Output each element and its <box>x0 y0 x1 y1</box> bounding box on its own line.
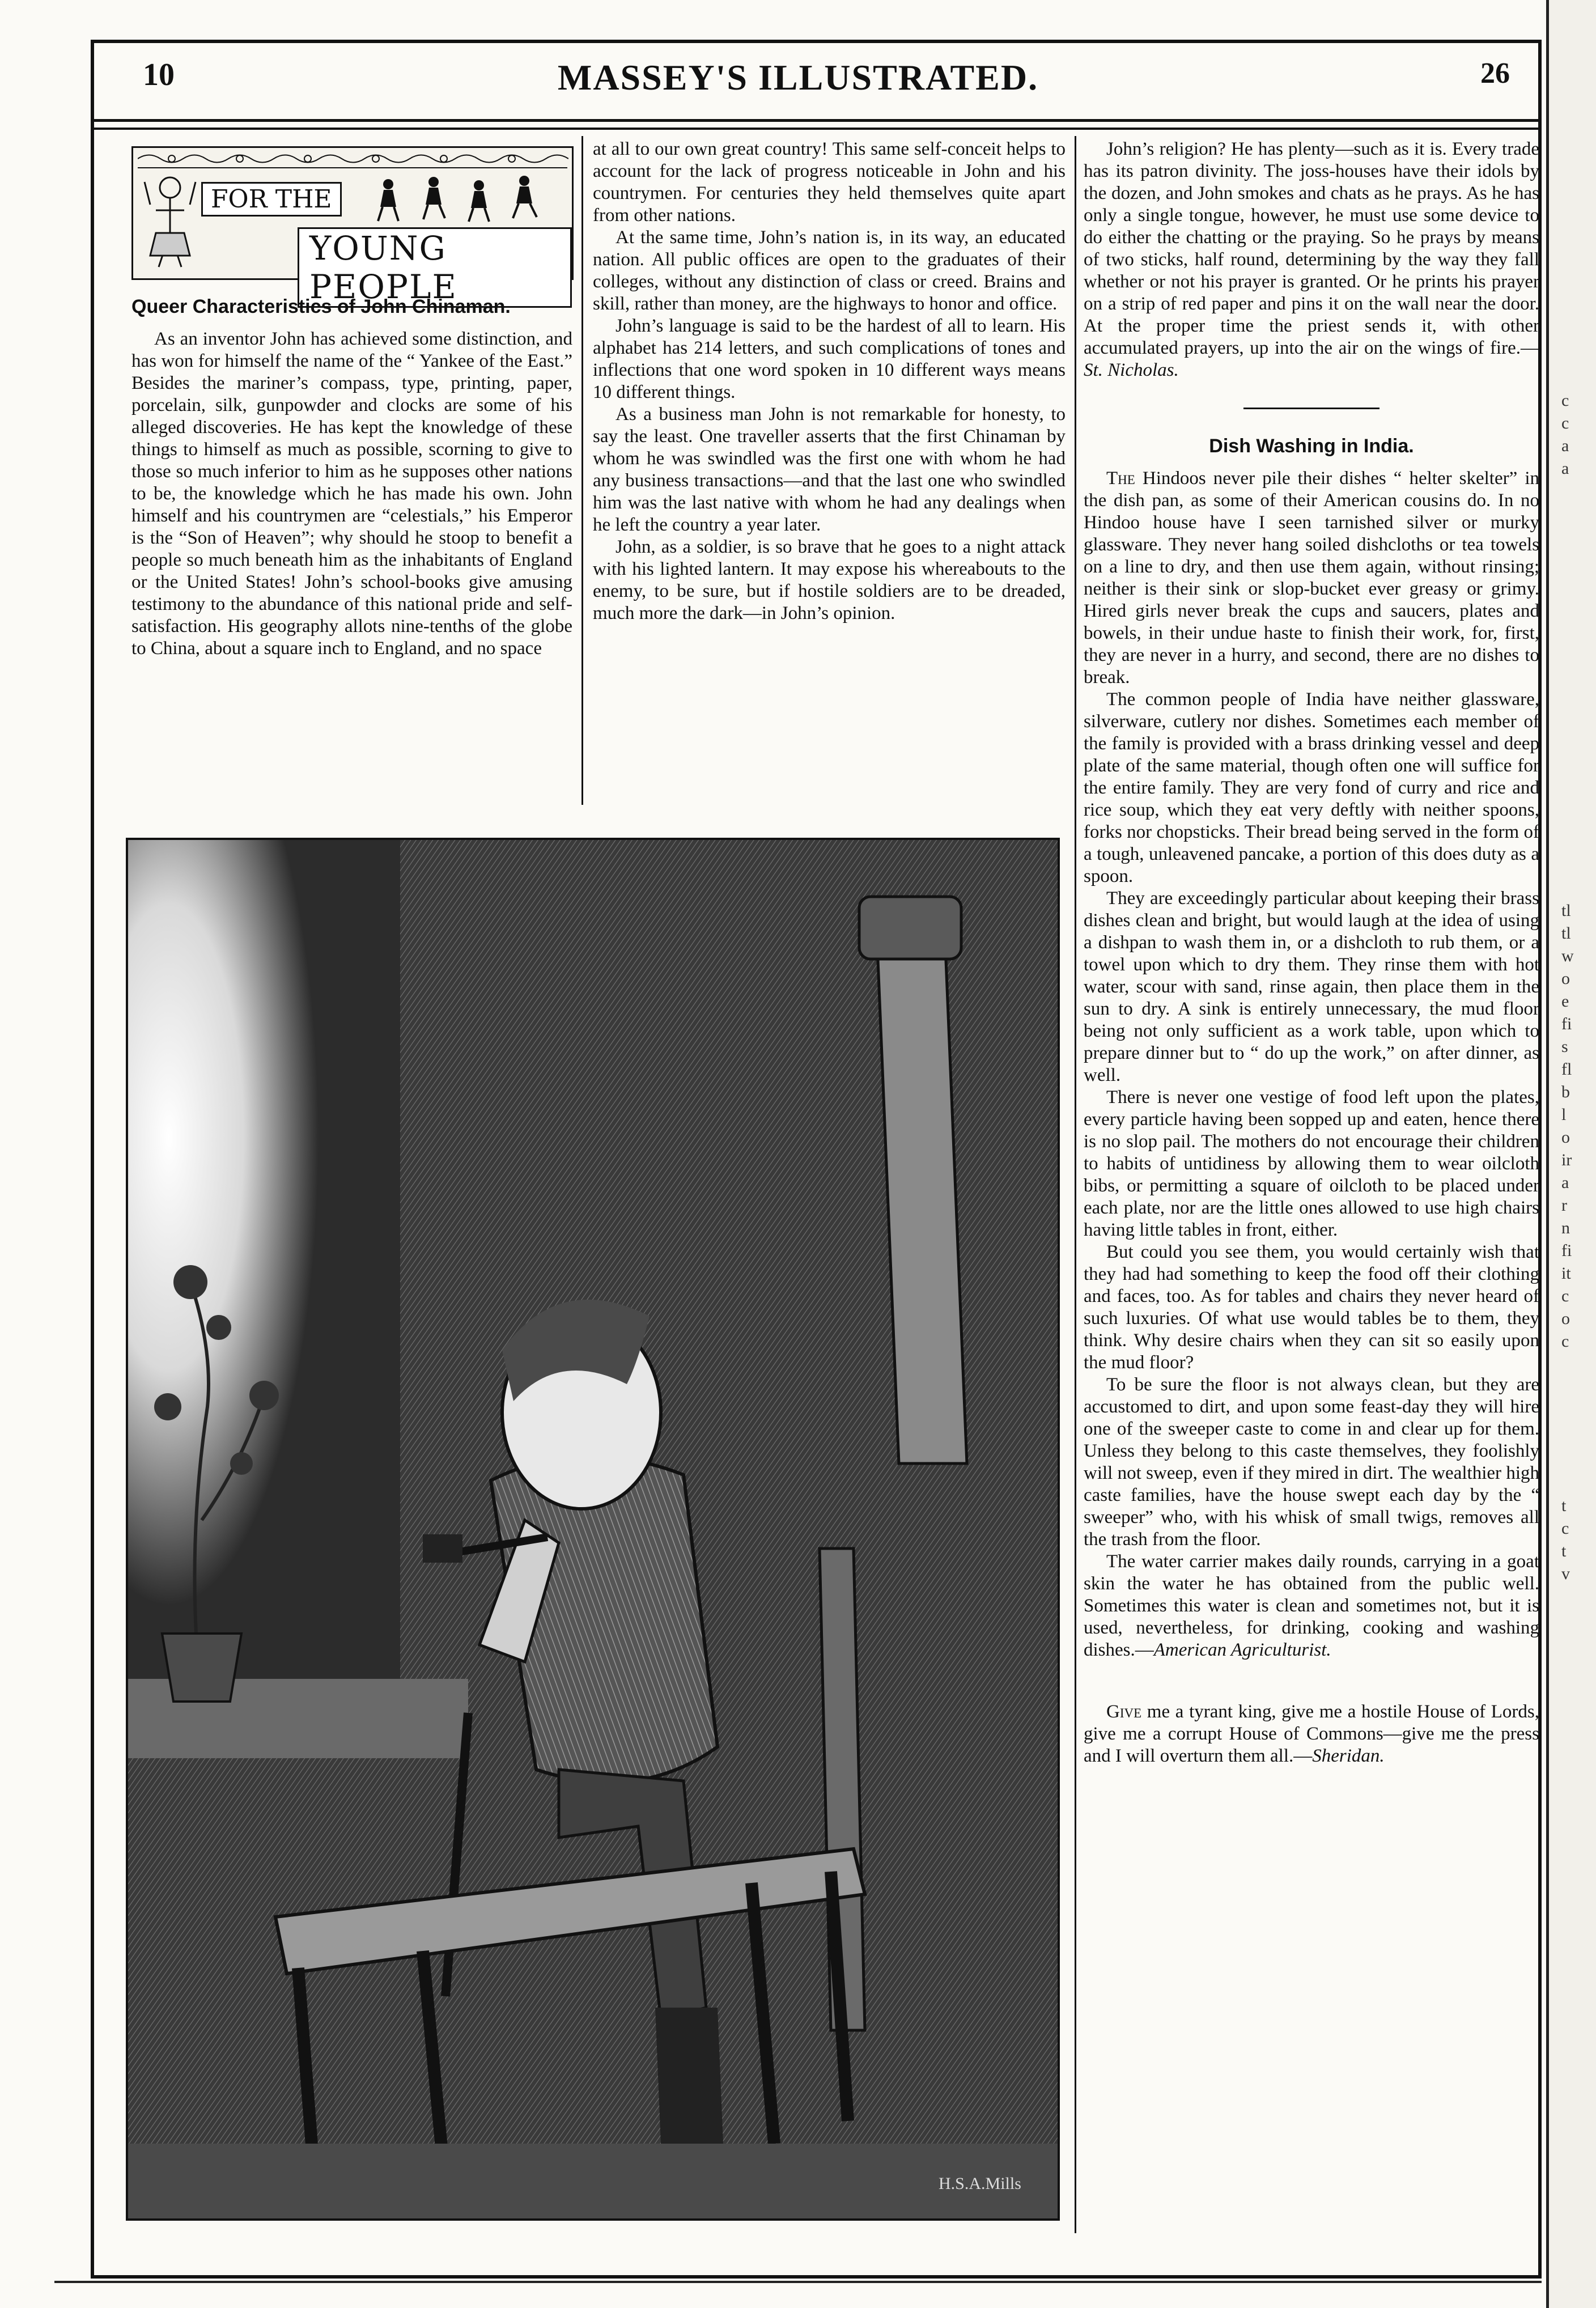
bleed-text: c <box>1561 1519 1569 1538</box>
column-3 <box>1084 138 1539 1767</box>
credit-american-agriculturist: American Agriculturist. <box>1153 1640 1331 1660</box>
article-paragraph: at all to our own great country! This same self-conceit helps to account for the lack of progress noticeable in John and his countrymen. For centuries they held themselves quite apart from other nations. <box>593 139 1066 226</box>
bleed-text: b <box>1561 1083 1570 1101</box>
engraver-signature: H.S.A.Mills <box>939 2174 1021 2193</box>
article-paragraph <box>1084 468 1539 689</box>
article-paragraph: John, as a soldier, is so brave that he goes to a night attack with his lighted lantern. It may expose his whereabouts to the enemy, to be sure, but if hostile soldiers are to be dreaded, much more the dark—in John’s opinion. <box>593 537 1066 623</box>
article-paragraph: They are exceedingly particular about keeping their brass dishes clean and bright, but would laugh at the idea of using a dishpan to wash them in, or a dishcloth to rub them, or a towel upon which to dry them. They rinse them with hot water, scour with sand, rinse again, then place them in the sun to dry. A sink is entirely unnecessary, the mud floor being not only sufficient as a work table, upon which to prepare dinner but to “ do up the work,” on after dinner, as well. <box>1084 888 1539 1085</box>
bleed-text: a <box>1561 1173 1569 1192</box>
bleed-text: a <box>1561 459 1569 478</box>
bleed-text: c <box>1561 391 1569 410</box>
facing-page-edge <box>1546 0 1596 2308</box>
bleed-text: s <box>1561 1037 1568 1056</box>
young-people-banner <box>131 146 574 306</box>
bleed-text: c <box>1561 414 1569 432</box>
section-separator <box>1243 408 1379 409</box>
article-paragraph: As a business man John is not remarkable for honesty, to say the least. One traveller asserts that the first Chinaman by whom he was swindled was the first one with whom he had any business transactions—and that the last one who swindled him was the last native with whom he had any dealings when he left the country a year later. <box>593 404 1066 535</box>
column-2 <box>593 138 1066 625</box>
bleed-text: o <box>1561 969 1570 988</box>
credit-st-nicholas: St. Nicholas. <box>1084 360 1179 380</box>
article-title-john-chinaman: Queer Characteristics of John Chinaman. <box>131 296 511 317</box>
article-paragraph: The common people of India have neither glassware, silverware, cutlery nor dishes. Sometimes each member of the family is provided with a brass drinking vessel and deep plate of the same material, though often one will suffice for the entire family. They are very fond of curry and rice and rice soup, which they eat very deftly with neither spoons, forks nor chopsticks. Their bread being served in the form of a tough, unleavened pancake, a portion of this does duty as a spoon. <box>1084 689 1539 886</box>
child-figure-icon <box>139 171 201 278</box>
bleed-text: tl <box>1561 924 1571 943</box>
page-number-left: 10 <box>143 57 175 92</box>
dancing-children-icon <box>371 173 564 224</box>
engraving-illustration <box>126 838 1060 2221</box>
water-carrier-text: The water carrier makes daily rounds, carrying in a goat skin the water he has obtained from the public well. Sometimes this water is clean and sometimes not, but it is used, nevertheless, for drinking, cooking and washing dishes.— <box>1084 1551 1539 1660</box>
sheridan-quote <box>1084 1701 1539 1767</box>
article-paragraph: At the same time, John’s nation is, in its way, an educated nation. All public offices are open to the graduates of their colleges, without any distinction of class or creed. Brains and skill, rather than money, are the highways to honor and office. <box>593 227 1066 314</box>
article-paragraph: But could you see them, you would certainly wish that they had had something to keep the food off their clothing and faces, too. As for tables and chairs they never heard of such luxuries. Of what use would tables be to them, they think. Why desire chairs when they can sit so easily upon the mud floor? <box>1084 1242 1539 1373</box>
bleed-text: fi <box>1561 1015 1572 1033</box>
banner-ornament <box>138 151 567 168</box>
column-rule-2 <box>1075 136 1076 2233</box>
bleed-text: t <box>1561 1496 1567 1515</box>
bleed-text: o <box>1561 1309 1570 1328</box>
bleed-text: a <box>1561 436 1569 455</box>
dish-paragraph-text: Hindoos never pile their dishes “ helter skelter” in the dish pan, as some of their American cousins do. In no Hindoo house have I seen tarnished silver or murky glassware. They never hang soiled dishcloths or tea towels on a line to dry, and then use them again, without rinsing; neither is their sink or slop-bucket ever greasy or grimy. Hired girls never break the cups and saucers, plates and bowels, in their undue haste to finish their work, for, first, they are never in a hurry, and second, there are no dishes to break. <box>1084 468 1539 688</box>
bleed-text: it <box>1561 1264 1571 1283</box>
drop-word: The <box>1106 468 1135 489</box>
column-1 <box>131 289 572 660</box>
credit-sheridan: Sheridan. <box>1312 1746 1385 1766</box>
bleed-text: n <box>1561 1219 1570 1237</box>
page-number-right: 26 <box>1480 57 1510 90</box>
banner-title-for: FOR THE <box>201 182 342 217</box>
bleed-text: tl <box>1561 901 1571 920</box>
bleed-text: e <box>1561 992 1569 1011</box>
bleed-text: c <box>1561 1287 1569 1305</box>
bleed-text: t <box>1561 1542 1567 1560</box>
article-paragraph <box>1084 138 1539 381</box>
article-paragraph: As an inventor John has achieved some distinction, and has won for himself the name of the “ Yankee of the East.” Besides the mariner’s compass, type, printing, paper, porcelain, silk, gunpowder and clocks are some of his alleged discoveries. He has kept the knowledge of these things to himself as much as possible, scorning to give to those so much inferior to him as he supposes other nations to be, the knowledge which he has made his own. John himself and his countrymen are “celestials,” his Emperor is the “Son of Heaven”; why should he stoop to benefit a people so much beneath him as the inhabitants of England or the United States! John’s school-books give amusing testimony to the abundance of this national pride and self-satisfaction. His geography allots nine-tenths of the globe to China, about a square inch to England, and no space <box>131 329 572 659</box>
banner-title-young-people: YOUNG PEOPLE <box>298 227 572 308</box>
article-paragraph: John’s language is said to be the hardest of all to learn. His alphabet has 214 letters, and such complications of tones and inflections that one word spoken in 10 different ways means 10 different things. <box>593 316 1066 402</box>
bleed-text: ir <box>1561 1151 1572 1169</box>
bleed-text: fi <box>1561 1241 1572 1260</box>
page-bottom-rule <box>54 2281 1542 2283</box>
running-title: MASSEY'S ILLUSTRATED. <box>557 57 1039 97</box>
column-rule-1 <box>581 136 583 805</box>
quote-first-word: Give <box>1106 1702 1142 1722</box>
header-rule-thin <box>94 129 1542 130</box>
religion-text: John’s religion? He has plenty—such as it is. Every trade has its patron divinity. The joss-houses have their idols by the dozen, and John smokes and chats as he prays. As he has only a single tongue, however, he must use some device to do either the chatting or the praying. So he prays by means of two sticks, half round, determining by the way they fall whether or not his prayer is granted. Or he prints his prayer on a strip of red paper and pins it on the wall near the door. At the proper time the priest sends it, with other accumulated prayers, up into the air on the wings of fire.— <box>1084 139 1539 358</box>
bleed-text: fl <box>1561 1060 1572 1079</box>
quote-text: me a tyrant king, give me a hostile House of Lords, give me a corrupt House of Commons—give me the press and I will overturn them all.— <box>1084 1702 1539 1766</box>
article-paragraph <box>1084 1551 1539 1661</box>
bleed-text: c <box>1561 1332 1569 1351</box>
bleed-text: v <box>1561 1564 1570 1583</box>
boy-at-workbench-illustration <box>128 840 1058 2218</box>
bleed-text: r <box>1561 1196 1567 1215</box>
bleed-text: w <box>1561 947 1574 965</box>
bleed-text: l <box>1561 1105 1567 1124</box>
bleed-text: o <box>1561 1128 1570 1147</box>
article-paragraph: To be sure the floor is not always clean, but they are accustomed to dirt, and upon some feast-day they will hire one of the sweeper caste to come in and clear up for them. Unless they belong to this caste themselves, they foolishly will not sweep, even if they mired in dirt. The wealthier high caste families, have the house swept each day by the “ sweeper” who, with his whisk of small twigs, removes all the trash from the floor. <box>1084 1374 1539 1550</box>
article-paragraph: There is never one vestige of food left upon the plates, every particle having been sopped up and eaten, hence there is no slop pail. The mothers do not encourage their children to habits of untidiness by allowing them to wear oilcloth bibs, or permitting a square of oilcloth to be placed under each plate, nor are the little ones allowed to use high chairs having little tables in front, either. <box>1084 1087 1539 1240</box>
header-rule <box>94 119 1542 129</box>
article-title-dish-washing: Dish Washing in India. <box>1209 435 1414 457</box>
